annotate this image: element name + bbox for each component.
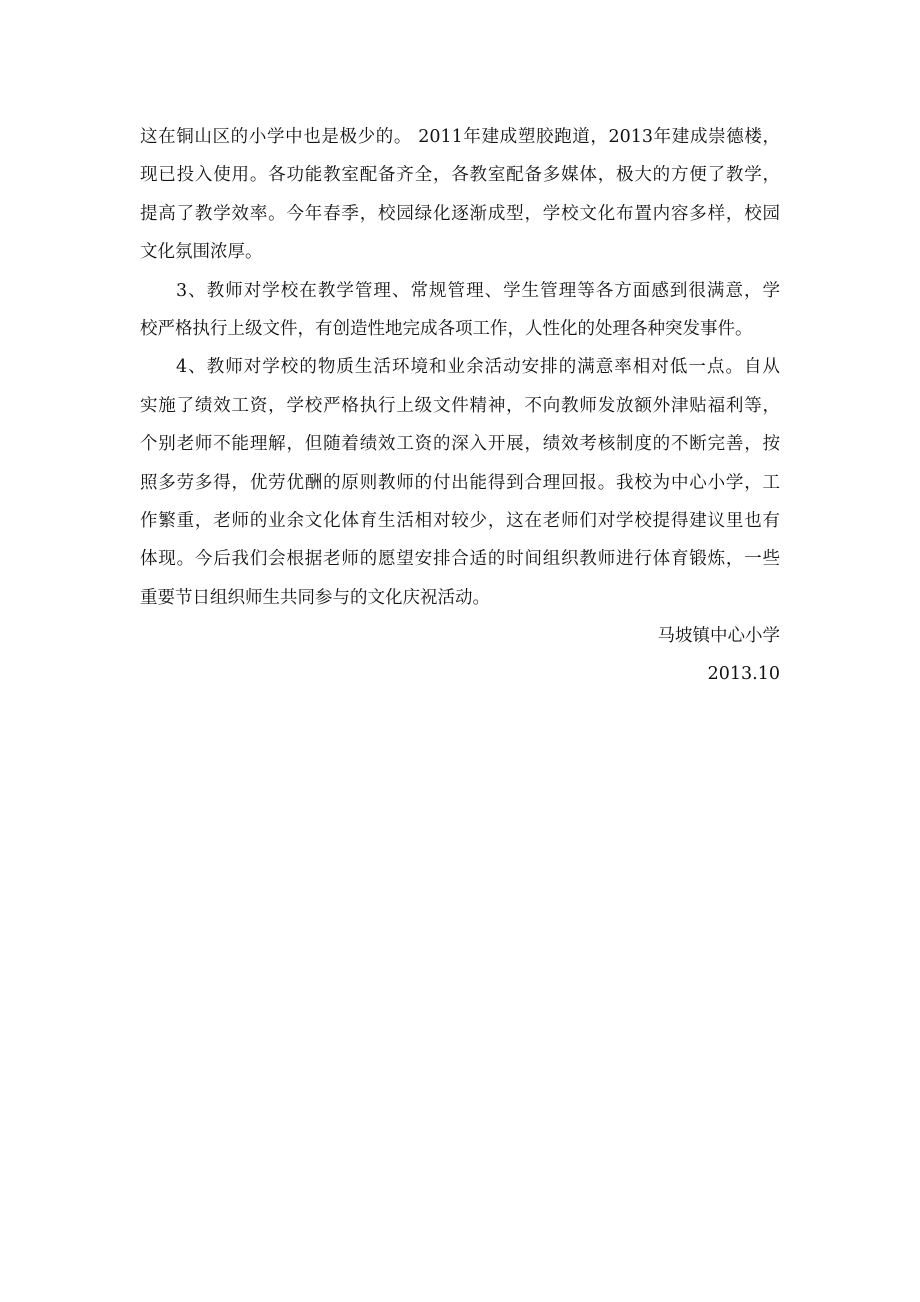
text-line: 作繁重，老师的业余文化体育生活相对较少，这在老师们对学校提得建议里也有 bbox=[140, 510, 780, 531]
text-line: 3、教师对学校在教学管理、常规管理、学生管理等各方面感到很满意，学 bbox=[176, 280, 780, 301]
text-line: 照多劳多得，优劳优酬的原则教师的付出能得到合理回报。我校为中心小学，工 bbox=[140, 472, 780, 493]
text-line: 这在铜山区的小学中也是极少的。 2011年建成塑胶跑道，2013年建成崇德楼， bbox=[140, 127, 780, 147]
text-line: 实施了绩效工资，学校严格执行上级文件精神，不向教师发放额外津贴福利等， bbox=[140, 395, 780, 416]
text-line: 文化氛围浓厚。 bbox=[140, 242, 263, 263]
text-line: 提高了教学效率。今年春季，校园绿化逐渐成型，学校文化布置内容多样，校园 bbox=[140, 203, 780, 224]
paragraph bbox=[140, 118, 780, 272]
paragraph bbox=[140, 272, 780, 349]
text-line: 重要节日组织师生共同参与的文化庆祝活动。 bbox=[140, 587, 490, 608]
text-line: 体现。今后我们会根据老师的愿望安排合适的时间组织教师进行体育锻炼，一些 bbox=[140, 549, 780, 570]
text-line: 个别老师不能理解，但随着绩效工资的深入开展，绩效考核制度的不断完善，按 bbox=[140, 434, 780, 455]
text-line: 4、教师对学校的物质生活环境和业余活动安排的满意率相对低一点。自从 bbox=[176, 357, 780, 378]
document-body bbox=[140, 118, 780, 617]
paragraph bbox=[140, 348, 780, 617]
signature-date: 2013.10 bbox=[707, 664, 780, 684]
text-line: 现已投入使用。各功能教室配备齐全，各教室配备多媒体，极大的方便了教学， bbox=[140, 165, 780, 186]
text-line: 校严格执行上级文件，有创造性地完成各项工作，人性化的处理各种突发事件。 bbox=[140, 318, 753, 339]
signature-organization: 马坡镇中心小学 bbox=[657, 626, 780, 646]
